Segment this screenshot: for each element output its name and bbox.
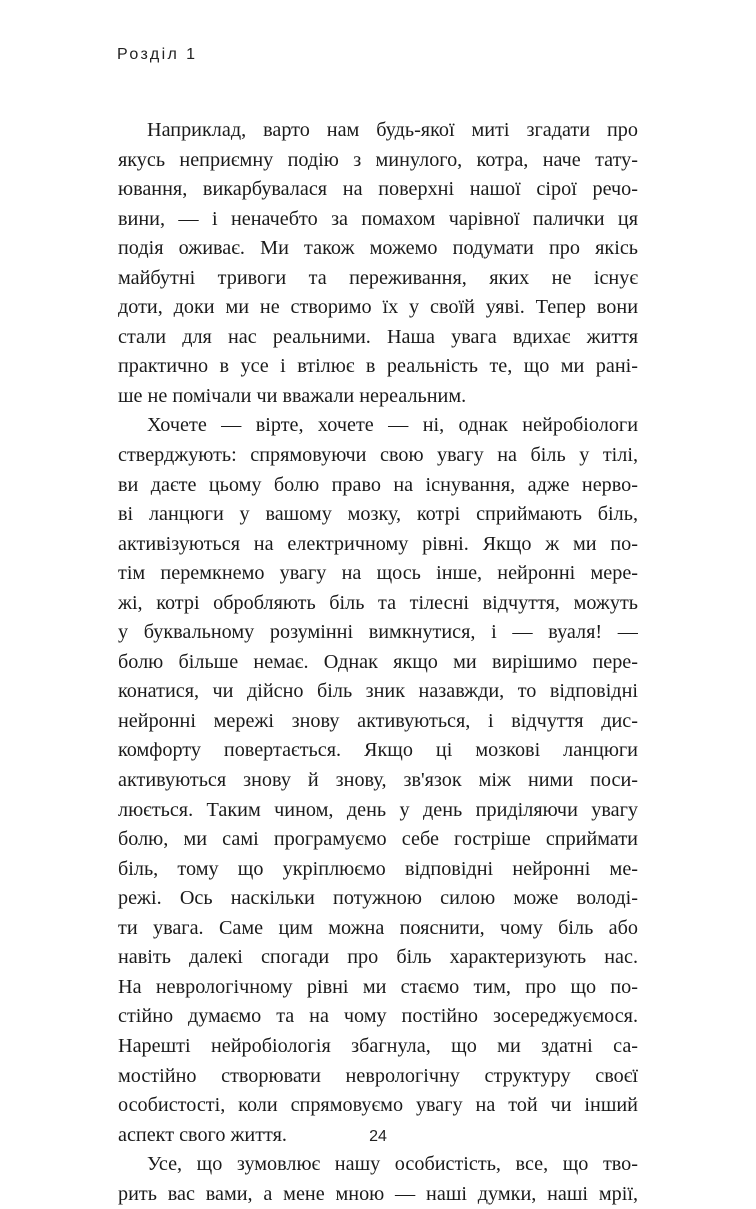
text-line: люється. Таким чином, день у день приділяючи увагу — [118, 798, 638, 821]
text-line: На неврологічному рівні ми стаємо тим, про що по- — [118, 975, 638, 998]
text-line: практично в усе і втілює в реальність те, що ми рані- — [118, 355, 638, 378]
text-line: якусь неприємну подію з минулого, котра, наче тату- — [118, 148, 638, 171]
page-number: 24 — [369, 1128, 387, 1145]
text-line: активуються знову й знову, зв'язок між ними поси- — [118, 769, 638, 792]
text-line: тім перемкнемо увагу на щось інше, нейронні мере- — [118, 562, 638, 585]
running-head: Розділ 1 — [117, 46, 198, 63]
text-line: Нарешті нейробіологія збагнула, що ми здатні са- — [118, 1034, 638, 1057]
text-line: болю більше немає. Однак якщо ми вирішимо пере- — [118, 650, 638, 673]
text-line: ві ланцюги у вашому мозку, котрі сприймають біль, — [118, 503, 638, 526]
text-line: стверджують: спрямовуючи свою увагу на біль у тілі, — [118, 444, 638, 467]
text-line: мостійно створювати неврологічну структуру своєї — [118, 1064, 638, 1087]
text-line: активізуються на електричному рівні. Якщо ж ми по- — [118, 532, 638, 555]
paragraph-3 — [118, 1150, 638, 1209]
text-line: доти, доки ми не створимо їх у своїй уяві. Тепер вони — [118, 296, 638, 319]
text-line: комфорту повертається. Якщо ці мозкові ланцюги — [118, 739, 638, 762]
text-line: Хочете — вірте, хочете — ні, однак нейробіологи — [147, 414, 638, 437]
text-line: рить вас вами, а мене мною — наші думки, наші мрії, — [118, 1182, 638, 1205]
text-line: вини, — і неначебто за помахом чарівної палички ця — [118, 207, 638, 230]
text-line: ше не помічали чи вважали нереальним. — [118, 384, 467, 407]
paragraph-2 — [118, 411, 638, 1150]
text-line: ювання, викарбувалася на поверхні нашої сірої речо- — [118, 178, 638, 201]
text-line: у буквальному розумінні вимкнутися, і — вуаля! — — [118, 621, 638, 644]
text-line: особистості, коли спрямовуємо увагу на той чи інший — [118, 1094, 638, 1117]
text-line: стали для нас реальними. Наша увага вдихає життя — [118, 325, 638, 348]
text-line: жі, котрі обробляють біль та тілесні відчуття, можуть — [118, 591, 638, 614]
text-line: нейронні мережі знову активуються, і відчуття дис- — [118, 709, 638, 732]
body-text — [118, 116, 638, 1209]
text-line: Усе, що зумовлює нашу особистість, все, що тво- — [147, 1153, 638, 1176]
text-line: біль, тому що укріплюємо відповідні нейронні ме- — [118, 857, 638, 880]
text-line: аспект свого життя. — [118, 1123, 287, 1146]
text-line: навіть далекі спогади про біль характеризують нас. — [118, 946, 638, 969]
paragraph-1 — [118, 116, 638, 411]
text-line: ви даєте цьому болю право на існування, адже нерво- — [118, 473, 638, 496]
text-line: болю, ми самі програмуємо себе гостріше сприймати — [118, 828, 638, 851]
text-line: конатися, чи дійсно біль зник назавжди, то відповідні — [118, 680, 638, 703]
text-line: режі. Ось наскільки потужною силою може володі- — [118, 887, 638, 910]
text-line: Наприклад, варто нам будь-якої миті згадати про — [147, 119, 638, 141]
text-line: майбутні тривоги та переживання, яких не існує — [118, 266, 638, 289]
text-line: стійно думаємо та на чому постійно зосереджуємося. — [118, 1005, 638, 1028]
text-line: ти увага. Саме цим можна пояснити, чому біль або — [118, 916, 638, 939]
text-line: подія оживає. Ми також можемо подумати про якісь — [118, 237, 638, 260]
